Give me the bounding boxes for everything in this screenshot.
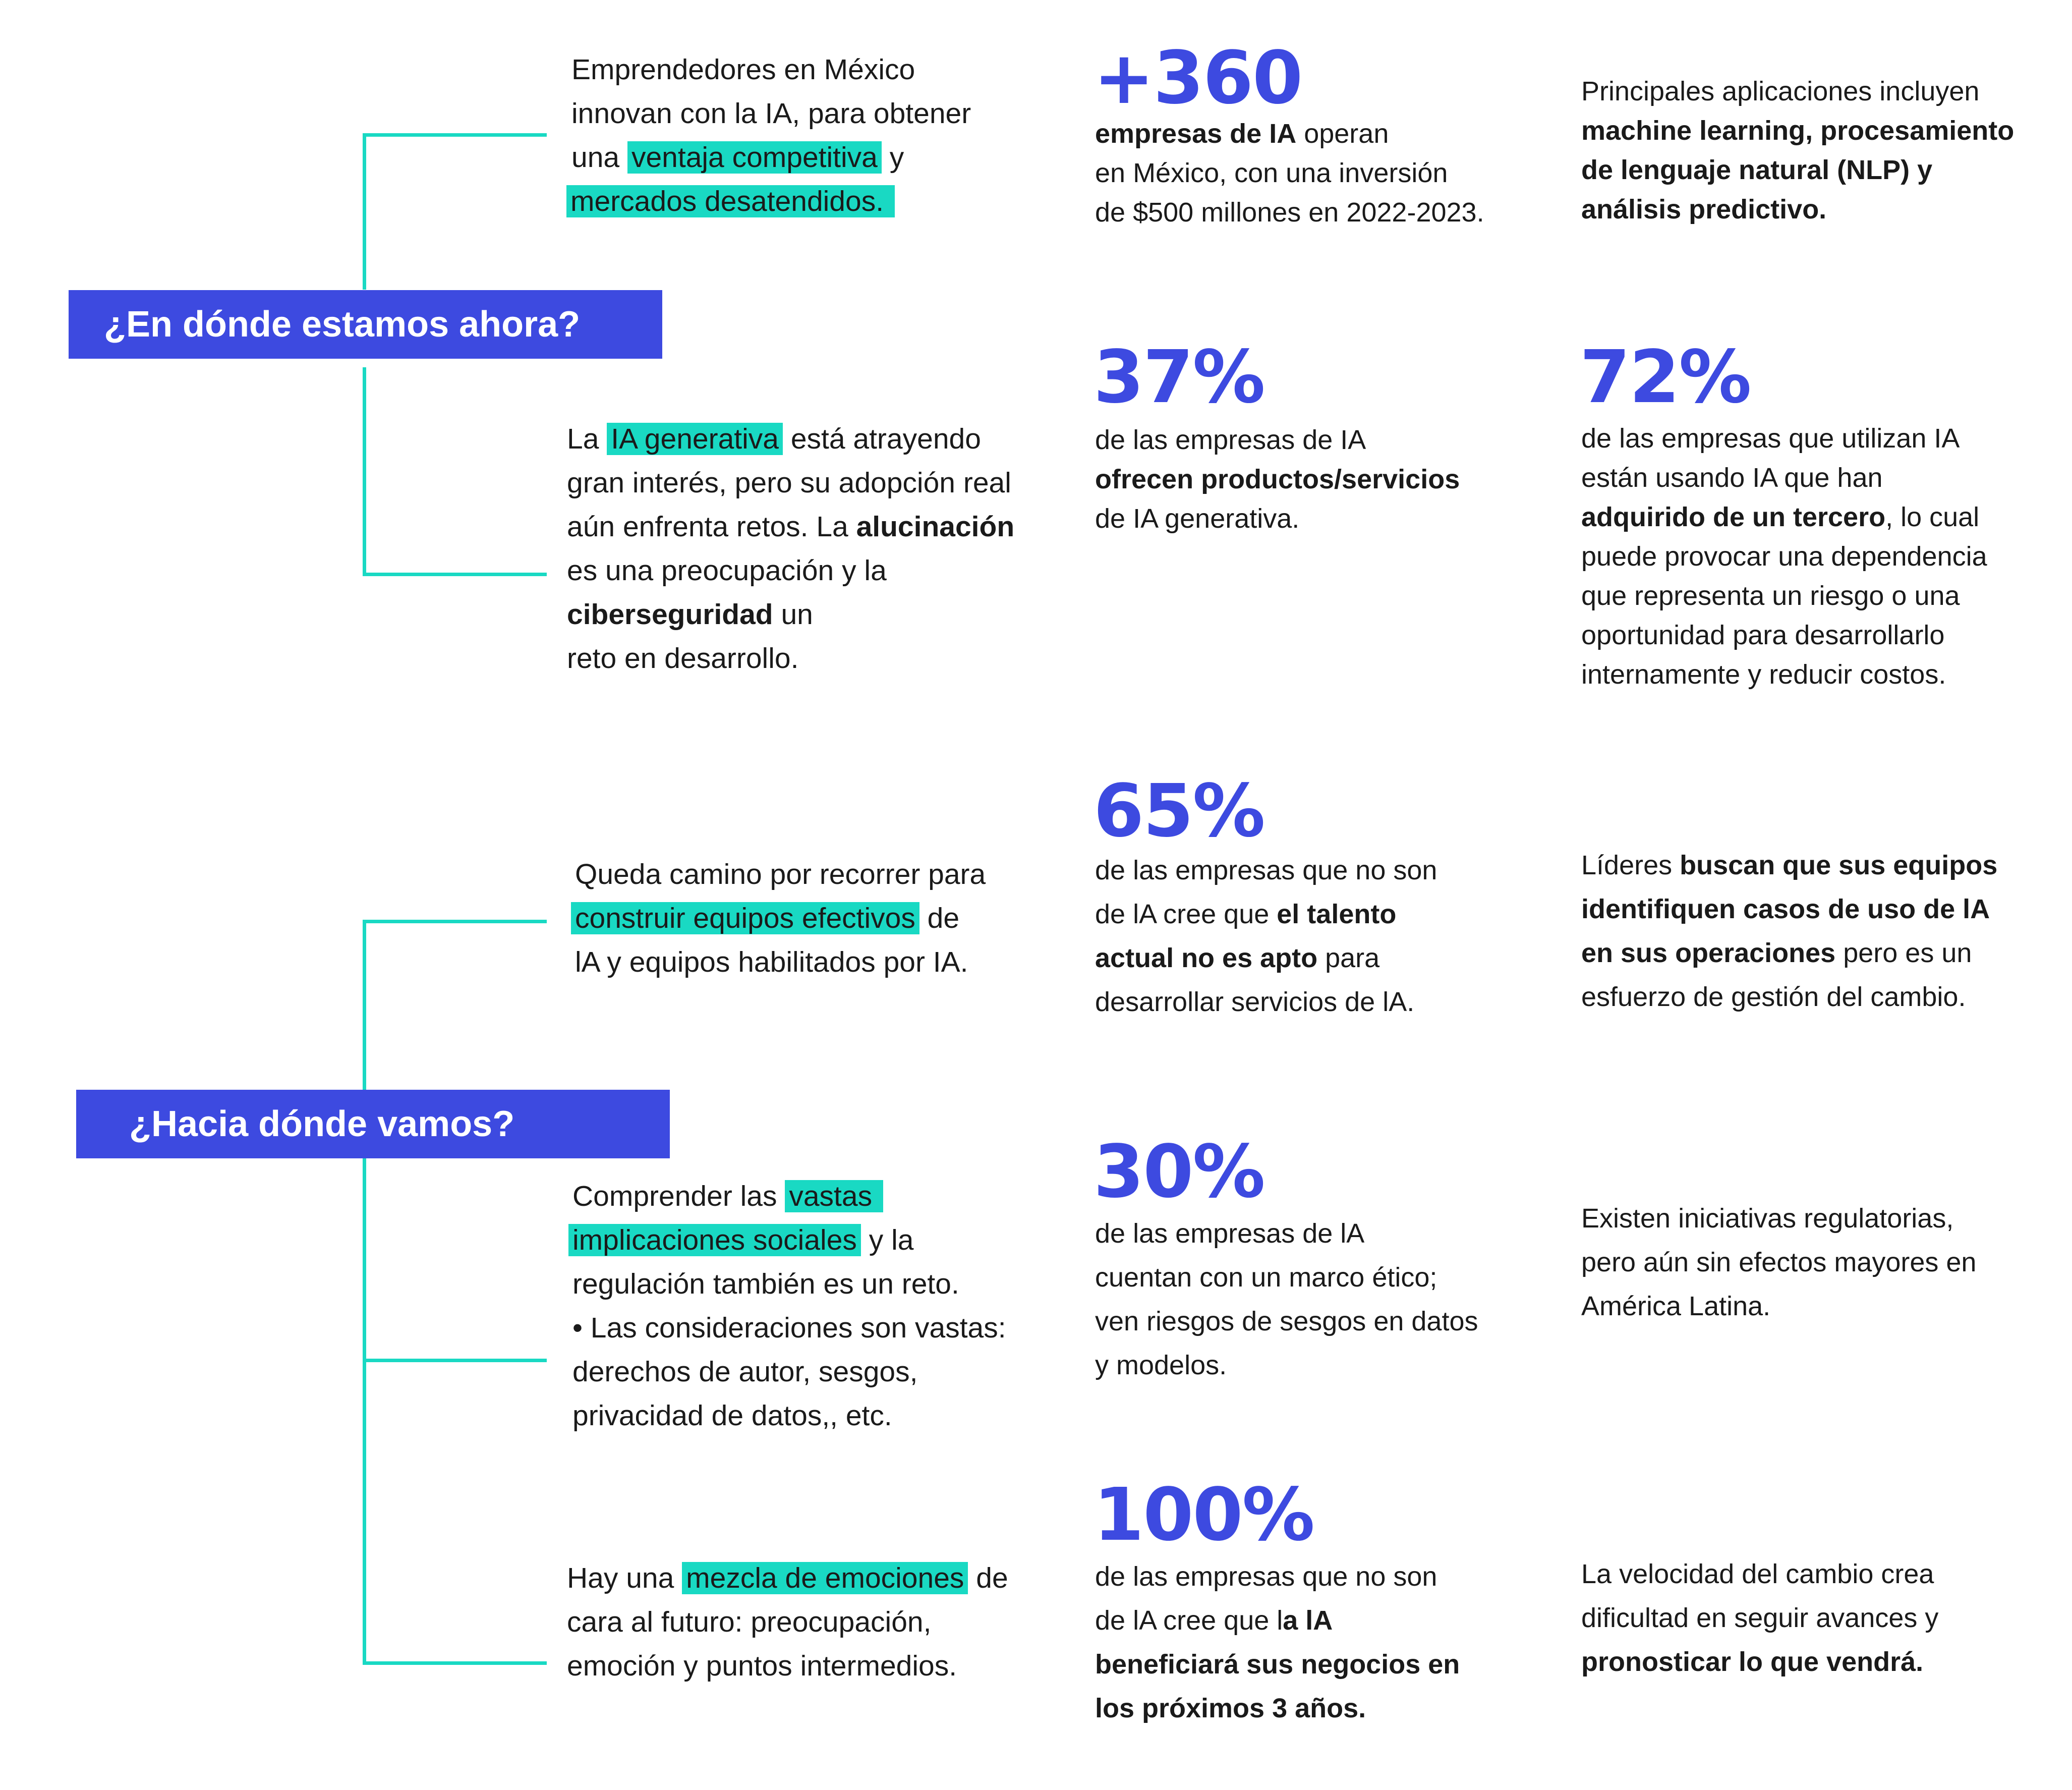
- text-line: desarrollar servicios de lA.: [1095, 987, 1415, 1017]
- text-line: de lA cree que el talento: [1095, 899, 1397, 929]
- stat-value: 100%: [1093, 1472, 1314, 1557]
- stat-description: [1095, 114, 1484, 232]
- section-title: ¿Hacia dónde vamos?: [129, 1104, 515, 1144]
- text-line: es una preocupación y la: [567, 554, 887, 587]
- text-line: puede provocar una dependencia: [1581, 541, 1987, 572]
- connector-line: [363, 1661, 547, 1665]
- text-line: emoción y puntos intermedios.: [567, 1650, 957, 1682]
- text-line: Principales aplicaciones incluyen: [1581, 76, 1980, 106]
- text-line: regulación también es un reto.: [572, 1268, 959, 1300]
- connector-line: [363, 367, 366, 576]
- text-line: Existen iniciativas regulatorias,: [1581, 1203, 1954, 1234]
- text-line: América Latina.: [1581, 1291, 1771, 1321]
- text-line: esfuerzo de gestión del cambio.: [1581, 982, 1966, 1012]
- text-line: los próximos 3 años.: [1095, 1693, 1366, 1723]
- highlight: ventaja competitiva: [627, 141, 882, 174]
- text-line: pero aún sin efectos mayores en: [1581, 1247, 1977, 1277]
- text-line: de las empresas de IA: [1095, 425, 1366, 455]
- text-block-emotions: [567, 1556, 1008, 1688]
- text-line: La velocidad del cambio crea: [1581, 1559, 1934, 1589]
- text-line: de lenguaje natural (NLP) y: [1581, 155, 1933, 185]
- text-line: ofrecen productos/servicios: [1095, 464, 1460, 494]
- text-line: de las empresas de lA: [1095, 1218, 1365, 1249]
- stat-value: 65%: [1093, 768, 1264, 853]
- text-line: cuentan con un marco ético;: [1095, 1262, 1437, 1293]
- text-line: de $500 millones en 2022-2023.: [1095, 197, 1484, 228]
- highlight: mercados desatendidos.: [566, 185, 895, 217]
- text-line: [566, 180, 971, 223]
- text-line: ven riesgos de sesgos en datos: [1095, 1306, 1478, 1336]
- text-line: ciberseguridad un: [567, 598, 813, 631]
- stat-description: [1095, 1212, 1478, 1387]
- text-line: innovan con la IA, para obtener: [571, 97, 971, 130]
- text-block-teams: [575, 853, 986, 984]
- highlight: implicaciones sociales: [568, 1224, 861, 1256]
- text-line: implicaciones sociales y la: [568, 1218, 1006, 1262]
- connector-line: [363, 1158, 366, 1665]
- connector-line: [363, 573, 547, 576]
- text-line: de IA generativa.: [1095, 504, 1300, 534]
- text-line: Queda camino por recorrer para: [575, 858, 986, 890]
- stat-description: [1095, 420, 1460, 538]
- highlight: construir equipos efectivos: [571, 902, 919, 934]
- text-line: Líderes buscan que sus equipos: [1581, 850, 1998, 880]
- stat-value: 30%: [1093, 1129, 1264, 1214]
- highlight: mezcla de emociones: [682, 1562, 968, 1594]
- text-line: de lA cree que la lA: [1095, 1605, 1333, 1636]
- connector-line: [363, 1359, 547, 1362]
- note-change-speed: [1581, 1552, 1938, 1684]
- note-leaders: [1581, 844, 1997, 1019]
- text-line: de las empresas que utilizan IA: [1581, 423, 1960, 454]
- stat-value: +360: [1093, 35, 1302, 120]
- text-line: machine learning, procesamiento: [1581, 116, 2015, 146]
- text-line: análisis predictivo.: [1581, 194, 1827, 225]
- text-line: en México, con una inversión: [1095, 158, 1448, 188]
- connector-line: [363, 133, 366, 290]
- note-regulation: [1581, 1197, 1976, 1328]
- text-line: una ventaja competitiva y: [571, 141, 904, 174]
- text-line: identifiquen casos de uso de lA: [1581, 894, 1990, 924]
- text-block-social-implications: [572, 1174, 1006, 1438]
- text-line: • Las consideraciones son vastas:: [572, 1312, 1006, 1344]
- text-line: y modelos.: [1095, 1350, 1227, 1380]
- stat-description: [1581, 419, 1987, 694]
- text-line: lA y equipos habilitados por IA.: [575, 946, 968, 978]
- text-line: La IA generativa está atrayendo: [567, 423, 981, 455]
- text-block-generative-ai: [567, 417, 1014, 681]
- highlight: IA generativa: [607, 423, 783, 455]
- highlight: vastas: [785, 1180, 883, 1212]
- section-header-future: [76, 1090, 670, 1158]
- connector-line: [363, 920, 366, 1091]
- stat-description: [1095, 849, 1437, 1024]
- text-line: de las empresas que no son: [1095, 855, 1437, 885]
- text-line: dificultad en seguir avances y: [1581, 1603, 1939, 1633]
- text-line: aún enfrenta retos. La alucinación: [567, 511, 1015, 543]
- text-line: construir equipos efectivos de: [571, 897, 986, 940]
- text-line: privacidad de datos,, etc.: [572, 1400, 892, 1432]
- text-line: Emprendedores en México: [571, 53, 915, 86]
- stat-value: 37%: [1093, 334, 1264, 419]
- text-line: cara al futuro: preocupación,: [567, 1606, 932, 1638]
- text-line: en sus operaciones pero es un: [1581, 938, 1972, 968]
- text-line: actual no es apto para: [1095, 943, 1380, 973]
- text-block-entrepreneurs: [571, 48, 971, 223]
- section-title: ¿En dónde estamos ahora?: [104, 304, 581, 345]
- text-line: Comprender las vastas: [572, 1174, 1006, 1218]
- stat-description: [1095, 1555, 1460, 1730]
- text-line: de las empresas que no son: [1095, 1561, 1437, 1592]
- text-line: empresas de IA operan: [1095, 119, 1389, 149]
- text-line: reto en desarrollo.: [567, 642, 799, 675]
- text-line: Hay una mezcla de emociones de: [567, 1562, 1008, 1594]
- text-line: oportunidad para desarrollarlo: [1581, 620, 1945, 650]
- connector-line: [363, 920, 547, 923]
- text-line: pronosticar lo que vendrá.: [1581, 1647, 1924, 1677]
- text-line: que representa un riesgo o una: [1581, 581, 1960, 611]
- note-applications: [1581, 72, 2014, 229]
- stat-value: 72%: [1580, 334, 1751, 419]
- text-line: están usando IA que han: [1581, 463, 1883, 493]
- text-line: adquirido de un tercero, lo cual: [1581, 502, 1980, 532]
- text-line: beneficiará sus negocios en: [1095, 1649, 1460, 1680]
- section-header-now: [69, 290, 662, 359]
- text-line: derechos de autor, sesgos,: [572, 1356, 918, 1388]
- connector-line: [363, 133, 547, 137]
- text-line: internamente y reducir costos.: [1581, 659, 1946, 690]
- text-line: gran interés, pero su adopción real: [567, 467, 1011, 499]
